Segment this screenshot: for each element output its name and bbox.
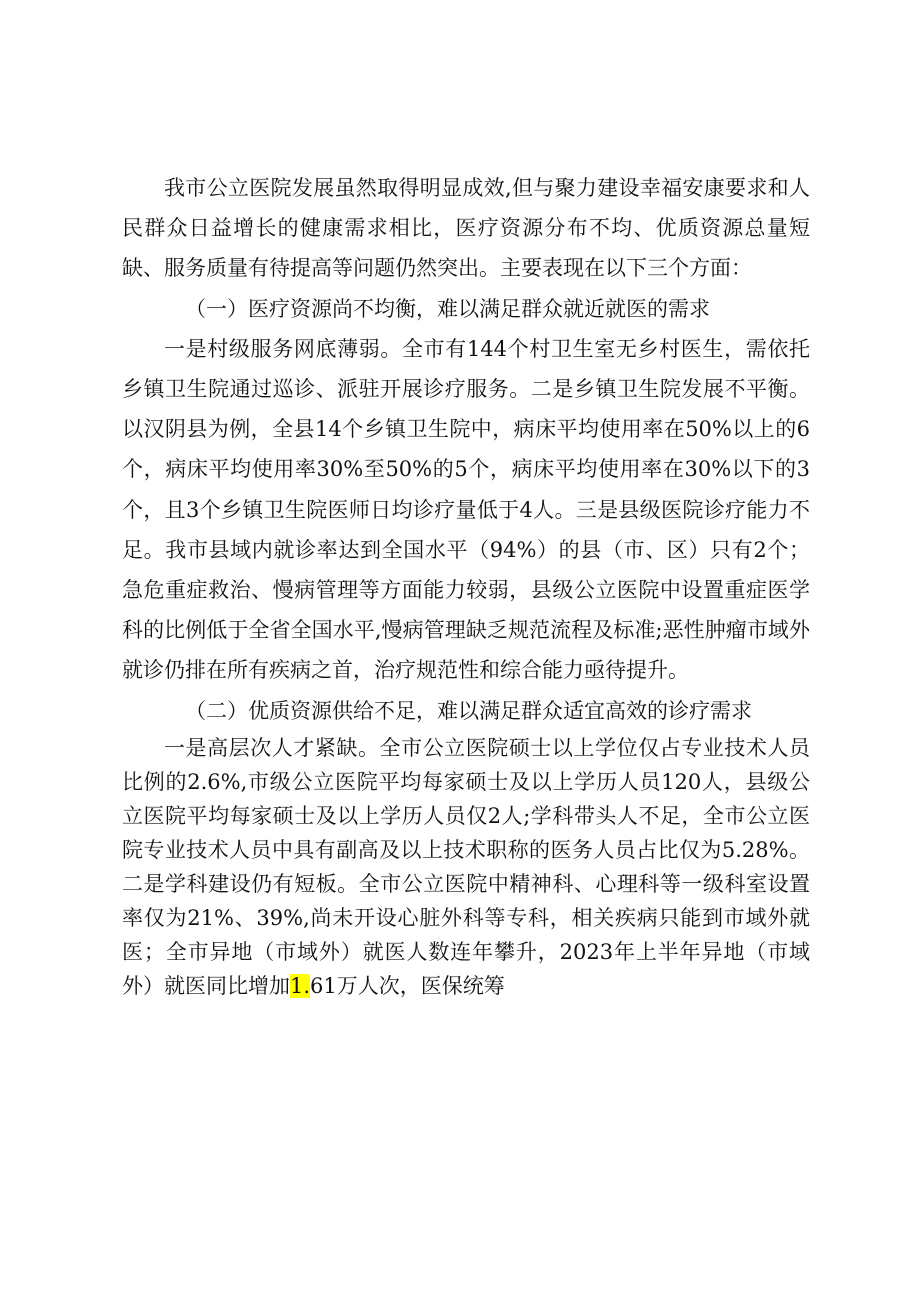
- section-2-text-before: 一是高层次人才紧缺。全市公立医院硕士以上学位仅占专业技术人员比例的2.6%,市级公立医院平均每家硕士及以上学历人员120人，县级公立医院平均每家硕士及以上学历人员仅2人;学科带头人不足，全市公立医院专业技术人员中具有副高及以上技术职称的医务人员占比仅为5.28%。二是学科建设仍有短板。全市公立医院中精神科、心理科等一级科室设置率仅为21%、39%,尚未开设心脏外科等专科，相关疾病只能到市域外就医；全市异地（市域外）就医人数连年攀升，2023年上半年异地（市域外）就医同比增加: [122, 735, 810, 998]
- document-body: [122, 168, 810, 1003]
- section-2-text-after: 61万人次，医保统筹: [310, 973, 505, 998]
- section-heading-1: （一）医疗资源尚不均衡，难以满足群众就近就医的需求: [185, 296, 710, 321]
- section-2-block: [122, 731, 810, 1003]
- section-1-paragraph: 一是村级服务网底薄弱。全市有144个村卫生室无乡村医生，需依托乡镇卫生院通过巡诊、派驻开展诊疗服务。二是乡镇卫生院发展不平衡。以汉阴县为例，全县14个乡镇卫生院中，病床平均使用率在50%以上的6个，病床平均使用率30%至50%的5个，病床平均使用率在30%以下的3个，且3个乡镇卫生院医师日均诊疗量低于4人。三是县级医院诊疗能力不足。我市县域内就诊率达到全国水平（94%）的县（市、区）只有2个；急危重症救治、慢病管理等方面能力较弱，县级公立医院中设置重症医学科的比例低于全省全国水平,慢病管理缺乏规范流程及标准;恶性肿瘤市域外就诊仍排在所有疾病之首，治疗规范性和综合能力亟待提升。: [122, 336, 810, 683]
- section-heading-2: （二）优质资源供给不足，难以满足群众适宜高效的诊疗需求: [185, 698, 752, 723]
- section-2-paragraph: [122, 731, 810, 1003]
- highlighted-text: 1.: [290, 973, 311, 998]
- intro-paragraph: 我市公立医院发展虽然取得明显成效,但与聚力建设幸福安康要求和人民群众日益增长的健康需求相比，医疗资源分布不均、优质资源总量短缺、服务质量有待提高等问题仍然突出。主要表现在以下三个方面：: [122, 176, 810, 281]
